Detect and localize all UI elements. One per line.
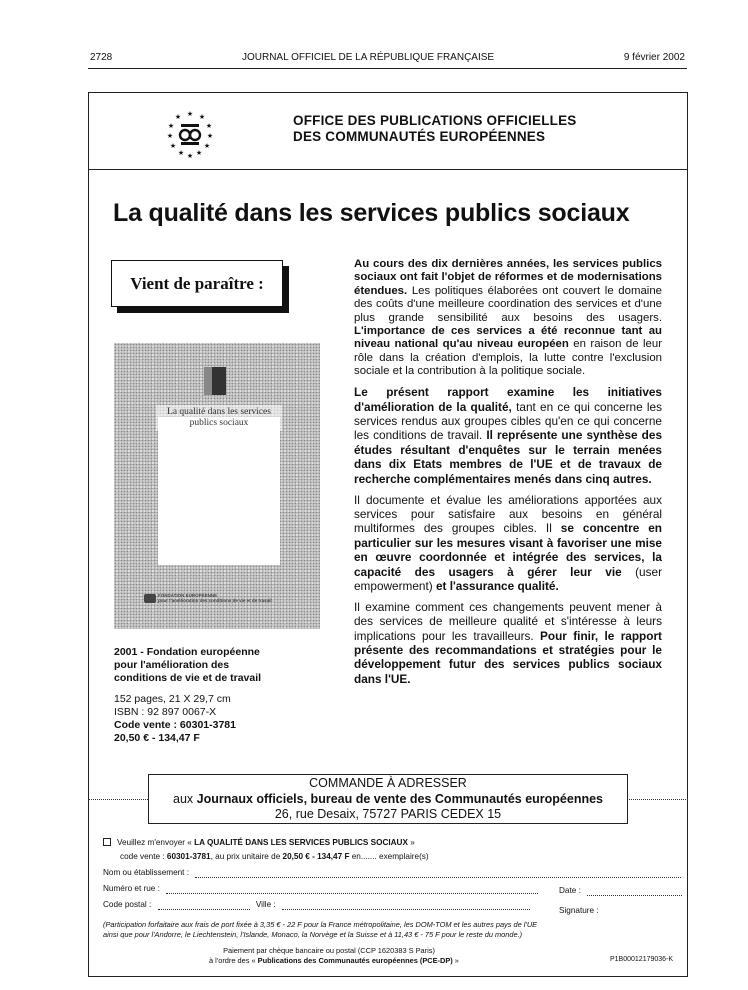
p1-bold-2: L'importance de ces services a été reconnue tant au niveau national qu'au niveau européen xyxy=(354,325,662,351)
request-suffix: » xyxy=(407,838,415,847)
city-label: Ville : xyxy=(255,900,276,909)
publisher-name xyxy=(293,113,577,145)
p4-text-1: Il examine comment ces changements peuvent mener à des services de meilleure qualité et s'intéresse à leurs implications pour les travailleurs. xyxy=(354,599,662,643)
cover-publisher xyxy=(158,593,308,603)
book-details xyxy=(114,646,314,745)
p2-bold-2: Il représente une synthèse des études résultant d'enquêtes sur le terrain menées dans dix Etats membres de l'UE et de travaux de recherche complémentaires menés dans cinq autres. xyxy=(354,428,662,486)
issue-date: 9 février 2002 xyxy=(623,52,685,63)
order-recipient xyxy=(149,792,627,808)
journal-title: JOURNAL OFFICIEL DE LA RÉPUBLIQUE FRANÇAISE xyxy=(241,52,495,63)
name-field[interactable] xyxy=(195,868,681,878)
unit-price-label: , au prix unitaire de xyxy=(210,852,283,861)
book-pages: 152 pages, 21 X 29,7 cm xyxy=(114,693,231,706)
cover-door xyxy=(212,367,226,395)
order-address: 26, rue Desaix, 75727 PARIS CEDEX 15 xyxy=(274,807,502,821)
banner-divider xyxy=(89,169,687,170)
page-header xyxy=(90,52,685,63)
svg-text:★: ★ xyxy=(177,149,185,157)
cover-title-line-1: La qualité dans les services xyxy=(167,407,271,417)
svg-text:★: ★ xyxy=(206,132,214,140)
p3-bold-2: et l'assurance qualité. xyxy=(435,578,559,593)
paragraph-3 xyxy=(354,493,662,594)
paragraph-1 xyxy=(354,258,662,379)
book-org-line-2: pour l'amélioration des xyxy=(114,658,230,671)
request-title: LA QUALITÉ DANS LES SERVICES PUBLICS SOCIAUX xyxy=(194,838,408,847)
name-row xyxy=(103,868,681,878)
book-sales-code: Code vente : 60301-3781 xyxy=(114,718,236,731)
svg-text:★: ★ xyxy=(205,122,213,130)
foundation-logo-icon xyxy=(144,594,156,603)
book-cover-image xyxy=(114,343,320,629)
unit-price-value: 20,50 € - 134,47 F xyxy=(282,852,350,861)
svg-text:★: ★ xyxy=(174,113,182,121)
cover-title xyxy=(154,407,284,429)
payment-suffix: » xyxy=(452,955,459,965)
city-field[interactable] xyxy=(282,900,530,910)
page-title: La qualité dans les services publics sociaux xyxy=(113,199,630,227)
postal-field[interactable] xyxy=(158,900,250,910)
quantity-field[interactable]: en....... exemplaire(s) xyxy=(349,852,429,861)
order-heading: COMMANDE À ADRESSER xyxy=(309,776,467,790)
p1-text-1: Les politiques élaborées ont couvert le domaine des coûts d'une meilleure coordination des services et d'une plus grande sensibilité aux besoins des usagers. xyxy=(354,284,662,324)
book-price: 20,50 € - 134,47 F xyxy=(114,731,200,744)
p1-bold-1: Au cours des dix dernières années, les services publics sociaux ont fait l'objet de réformes et de modernisations étendues. xyxy=(354,258,662,297)
svg-text:★: ★ xyxy=(166,132,174,140)
order-code-row xyxy=(120,852,429,861)
date-field[interactable] xyxy=(587,886,682,896)
publisher-line-1: OFFICE DES PUBLICATIONS OFFICIELLES xyxy=(293,113,577,128)
signature-row xyxy=(559,906,599,915)
code-value: 60301-3781 xyxy=(166,852,211,861)
p1-text-2: en raison de leur rôle dans la création d'emplois, la lutte contre l'exclusion sociale et la contribution à la politique sociale. xyxy=(354,338,662,378)
order-recipient-prefix: aux xyxy=(173,791,197,806)
svg-text:★: ★ xyxy=(186,110,194,118)
payment-payee: Publications des Communautés européennes (PCE-DP) xyxy=(257,955,453,965)
date-row xyxy=(559,886,682,896)
street-row xyxy=(103,884,538,894)
description-text xyxy=(354,258,662,693)
p3-bold-1: se concentre en particulier sur les mesures visant à favoriser une mise en œuvre coordonnée et intégrée des services, la capacité des usagers à gérer leur vie xyxy=(354,521,663,579)
name-label: Nom ou établissement : xyxy=(103,868,190,877)
new-release-badge: Vient de paraître : xyxy=(111,260,283,307)
reference-code: P1B00012179036-K xyxy=(610,956,674,963)
cover-title-line-2: publics sociaux xyxy=(189,418,249,428)
payment-prefix: à l'ordre des « xyxy=(209,955,258,965)
code-label: code vente : xyxy=(120,852,167,861)
svg-text:★: ★ xyxy=(167,122,175,130)
payment-line-1: Paiement par chèque bancaire ou postal (CCP 1620383 S Paris) xyxy=(223,946,435,955)
street-field[interactable] xyxy=(166,884,538,894)
order-request-row xyxy=(103,838,415,847)
book-org-line-1: 2001 - Fondation européenne xyxy=(114,646,260,658)
p3-text-2: (user empowerment) xyxy=(354,564,663,593)
svg-text:★: ★ xyxy=(198,113,206,121)
payment-note xyxy=(209,946,459,965)
postal-label: Code postal : xyxy=(103,900,152,909)
svg-text:★: ★ xyxy=(195,149,203,157)
publisher-line-2: DES COMMUNAUTÉS EUROPÉENNES xyxy=(293,129,546,144)
cover-publisher-line-1: FONDATION EUROPÉENNE xyxy=(158,593,218,598)
eu-stars-op-logo-icon xyxy=(162,108,218,160)
p2-bold-1: Le présent rapport examine les initiatives d'amélioration de la qualité, xyxy=(354,385,662,414)
order-checkbox[interactable] xyxy=(103,838,111,846)
shipping-note-2: ainsi que pour l'Andorre, le Liechtenstein, l'Islande, Monaco, la Norvège et la Suisse et à 11,43 € - 75 F pour le reste du monde.) xyxy=(103,930,523,939)
street-label: Numéro et rue : xyxy=(103,884,160,893)
svg-text:★: ★ xyxy=(203,142,211,150)
book-isbn: ISBN : 92 897 0067-X xyxy=(114,706,217,719)
payment-line-2 xyxy=(209,955,459,966)
cover-panel xyxy=(158,417,280,565)
shipping-note xyxy=(103,920,537,940)
signature-label: Signature : xyxy=(559,906,599,915)
shipping-note-1: (Participation forfaitaire aux frais de port fixée à 3,35 € - 22 F pour la France métropolitaine, les DOM-TOM et les autres pays de l'UE xyxy=(103,920,538,929)
cover-door-shade xyxy=(204,367,212,395)
page-number: 2728 xyxy=(90,52,113,63)
date-label: Date : xyxy=(559,886,581,895)
p2-text-1: tant en ce qui concerne les services rendus aux groupes cibles qu'en ce qui concerne les conditions de travail. xyxy=(354,399,663,443)
paragraph-4 xyxy=(354,600,662,686)
request-prefix: Veuillez m'envoyer « xyxy=(117,838,195,847)
order-recipient-name: Journaux officiels, bureau de vente des Communautés européennes xyxy=(196,791,603,806)
svg-text:★: ★ xyxy=(169,142,177,150)
svg-text:★: ★ xyxy=(186,152,194,160)
postal-row xyxy=(103,900,530,910)
paragraph-2 xyxy=(354,385,662,486)
p3-text-1: Il documente et évalue les améliorations apportées aux services pour satisfaire aux besoins en général multiformes des groupes cibles. Il xyxy=(354,492,662,536)
p4-bold-1: Pour finir, le rapport présente des recommandations et stratégies pour le développement futur des services publics sociaux dans l'UE. xyxy=(354,628,662,686)
cover-publisher-line-2: pour l'amélioration des conditions de vie et de travail xyxy=(158,598,272,603)
header-rule xyxy=(88,68,687,69)
book-org-line-3: conditions de vie et de travail xyxy=(114,671,262,684)
order-address-box xyxy=(148,774,628,824)
